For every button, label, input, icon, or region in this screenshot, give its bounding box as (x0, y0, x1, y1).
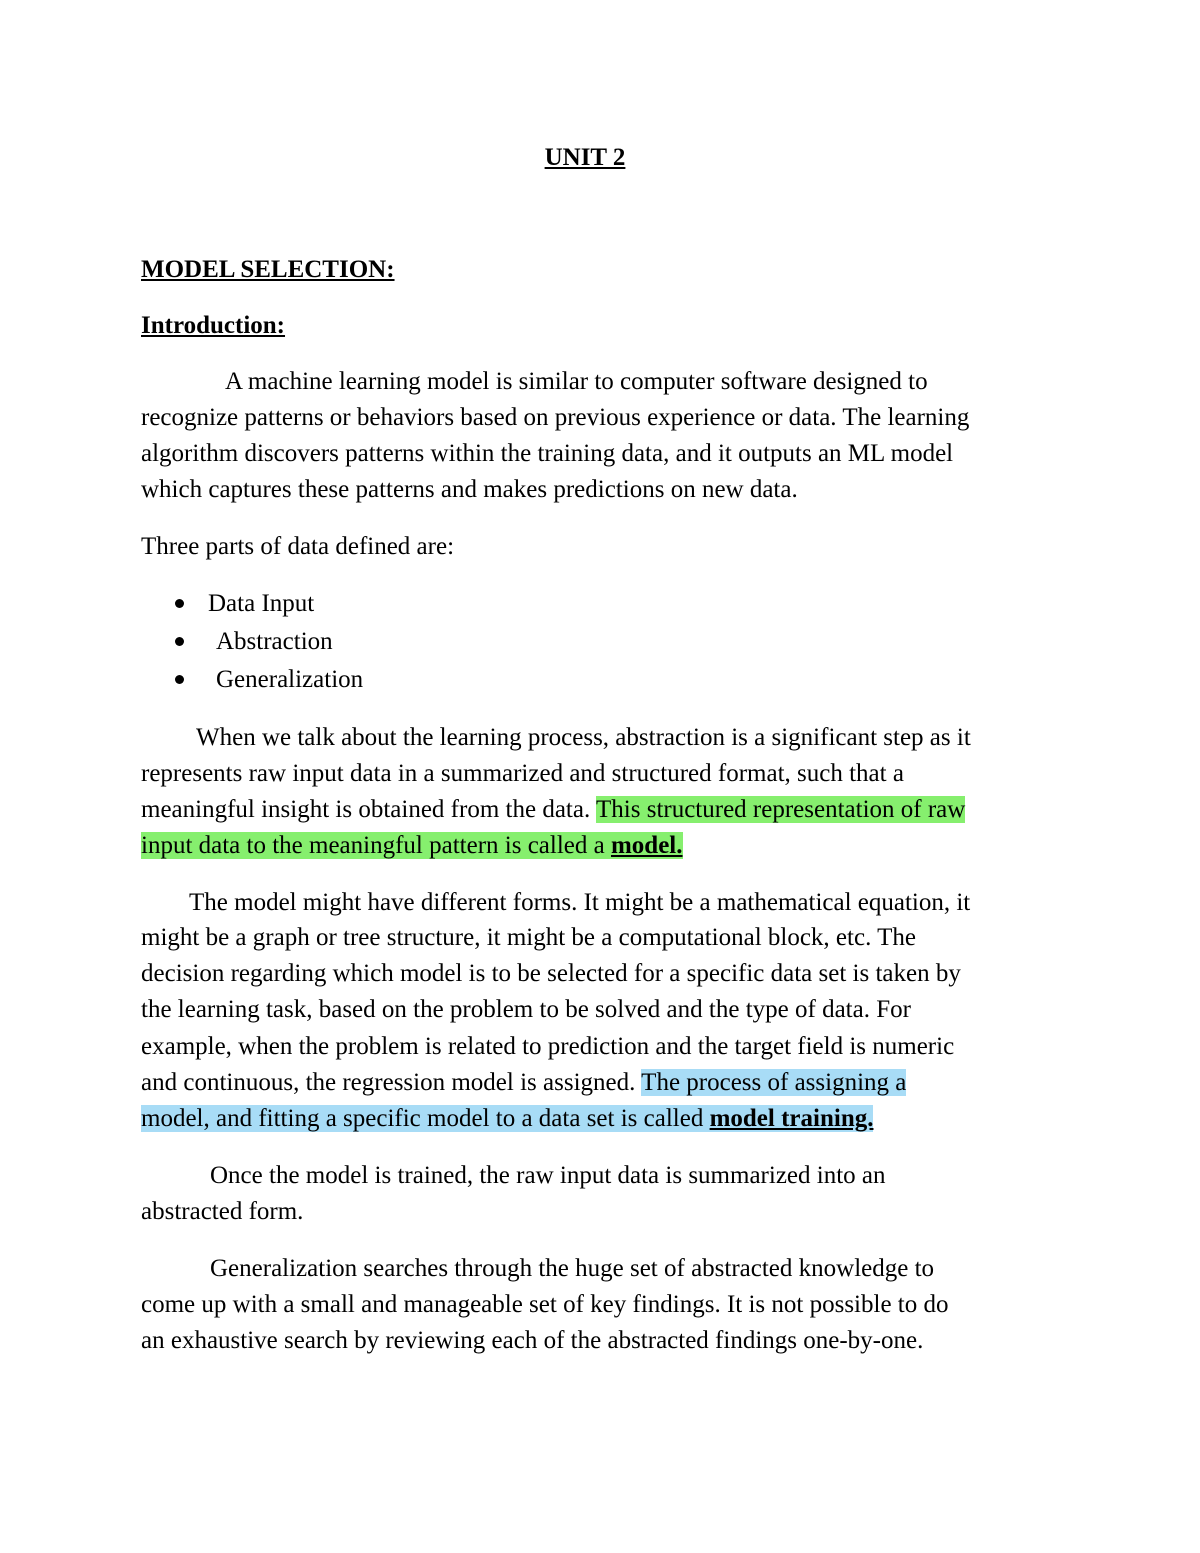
highlighted-definition: This structured representation of raw (596, 796, 966, 823)
parts-intro: Three parts of data defined are: (141, 533, 455, 560)
intro-line-4: which captures these patterns and makes predictions on new data. (141, 476, 798, 503)
model-line-6 (141, 1065, 906, 1101)
trained-line-2: abstracted form. (141, 1198, 304, 1225)
generalization-line-2: come up with a small and manageable set of key findings. It is not possible to do (141, 1291, 949, 1318)
model-line-2: might be a graph or tree structure, it might be a computational block, etc. The (141, 924, 916, 951)
generalization-line-1: Generalization searches through the huge set of abstracted knowledge to (210, 1255, 935, 1282)
bullet-label: Abstraction (216, 628, 333, 655)
intro-line-3: algorithm discovers patterns within the training data, and it outputs an ML model (141, 440, 954, 467)
bullet-icon (175, 599, 184, 608)
abstraction-line-1: When we talk about the learning process, abstraction is a significant step as it (196, 724, 971, 751)
definition-text: model, and fitting a specific model to a data set is called (141, 1105, 710, 1132)
definition-text: input data to the meaningful pattern is called a (141, 832, 611, 859)
highlighted-definition (141, 1105, 873, 1132)
intro-line-1: A machine learning model is similar to computer software designed to (225, 368, 928, 395)
abstraction-line-4 (141, 828, 683, 864)
generalization-line-3: an exhaustive search by reviewing each of the abstracted findings one-by-one. (141, 1327, 924, 1354)
intro-line-2: recognize patterns or behaviors based on previous experience or data. The learning (141, 404, 970, 431)
bullet-item (175, 586, 314, 622)
trained-line-1: Once the model is trained, the raw input data is summarized into an (210, 1162, 886, 1189)
introduction-heading: Introduction: (141, 312, 286, 339)
bullet-item (175, 662, 363, 698)
bullet-label: Data Input (208, 590, 315, 617)
bullet-icon (175, 637, 184, 646)
highlighted-definition (141, 832, 683, 859)
abstraction-line-3 (141, 792, 965, 828)
model-line-6-text: and continuous, the regression model is assigned. (141, 1069, 642, 1096)
model-line-7 (141, 1101, 873, 1137)
highlighted-definition: The process of assigning a (641, 1069, 907, 1096)
model-line-1: The model might have different forms. It might be a mathematical equation, it (189, 889, 971, 916)
model-line-5: example, when the problem is related to prediction and the target field is numeric (141, 1033, 955, 1060)
bullet-label: Generalization (216, 666, 364, 693)
section-heading: MODEL SELECTION: (141, 256, 395, 283)
model-line-4: the learning task, based on the problem to be solved and the type of data. For (141, 996, 911, 1023)
model-training-term: model training. (709, 1105, 874, 1132)
model-term: model. (610, 832, 683, 859)
abstraction-line-2: represents raw input data in a summarized and structured format, such that a (141, 760, 904, 787)
bullet-icon (175, 675, 184, 684)
unit-title: UNIT 2 (544, 144, 626, 171)
abstraction-line-3-text: meaningful insight is obtained from the data. (141, 796, 597, 823)
bullet-item (175, 624, 333, 660)
model-line-3: decision regarding which model is to be selected for a specific data set is taken by (141, 960, 961, 987)
